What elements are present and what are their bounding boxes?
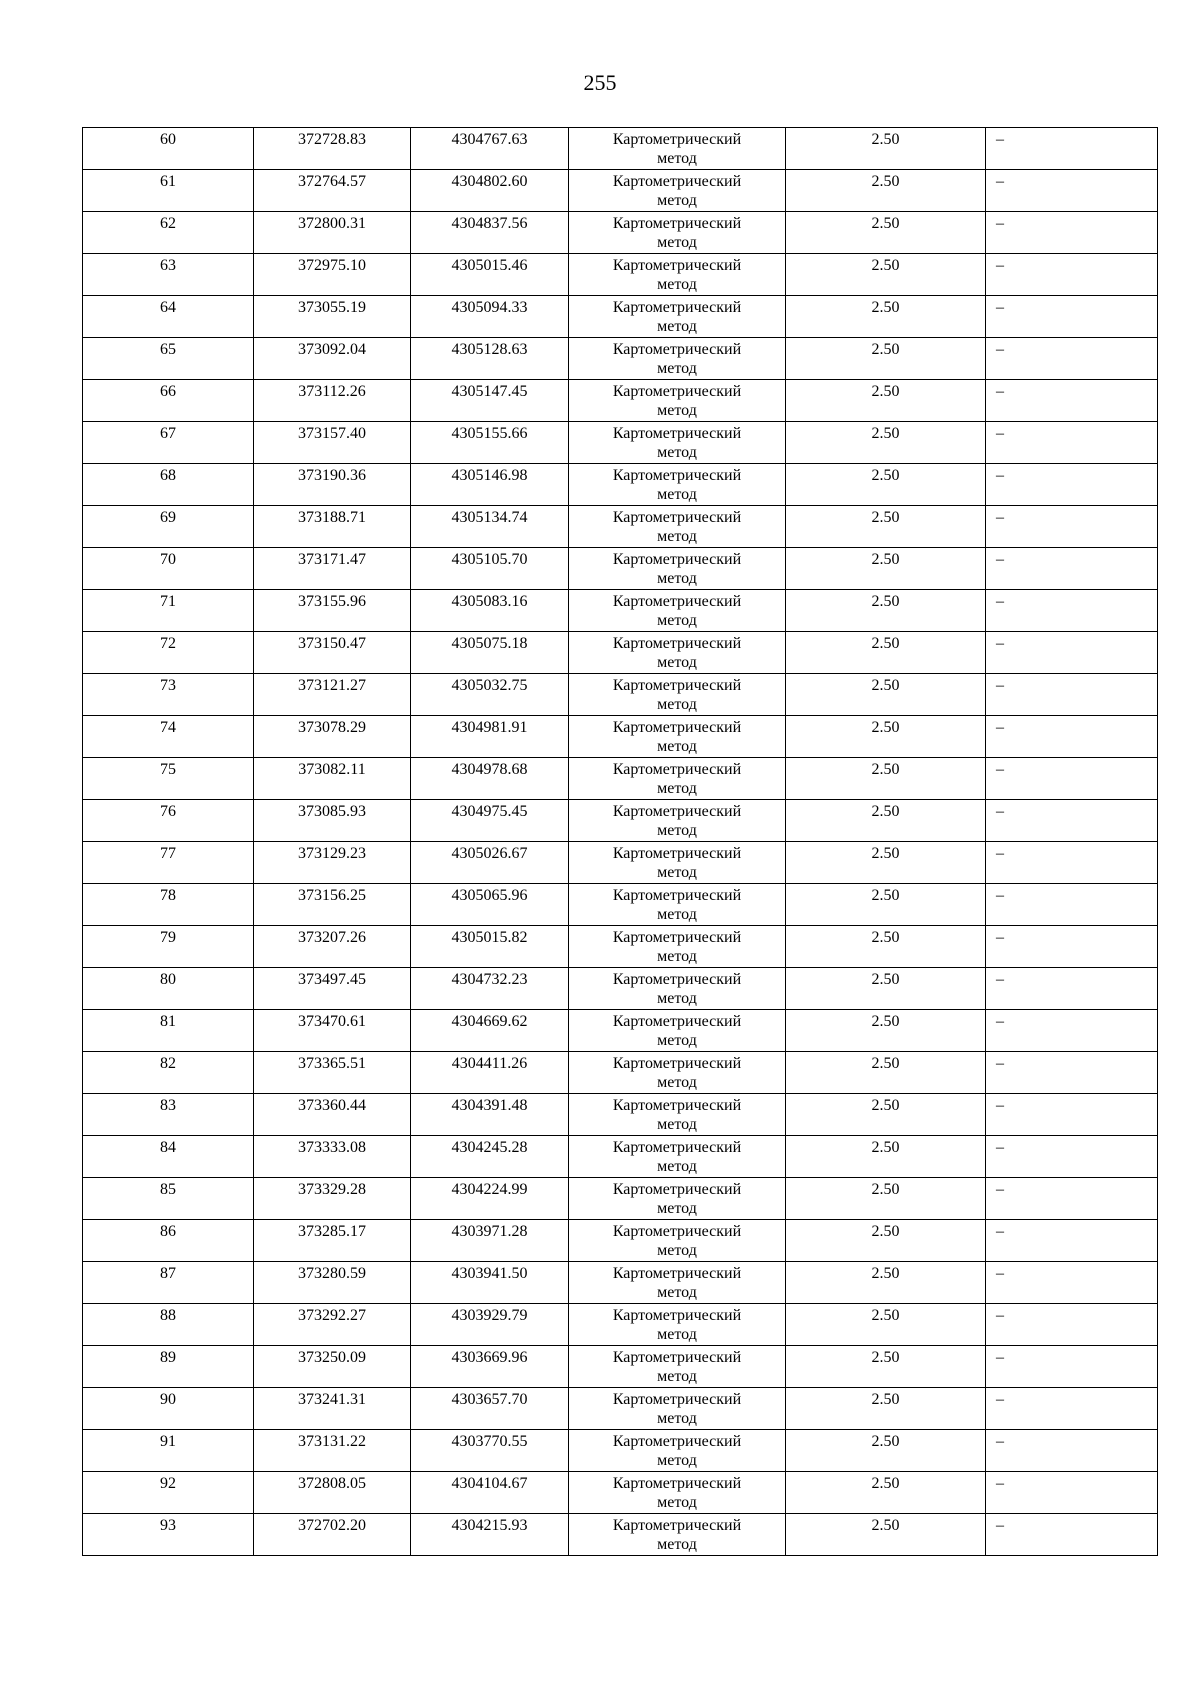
- point-number-cell: 73: [83, 674, 254, 716]
- y-coordinate-cell: 4305155.66: [411, 422, 569, 464]
- point-number-cell: 89: [83, 1346, 254, 1388]
- method-text: Картометрический метод: [612, 1517, 742, 1553]
- accuracy-cell: 2.50: [786, 1346, 986, 1388]
- y-coordinate-cell: 4305026.67: [411, 842, 569, 884]
- method-cell: [569, 1220, 786, 1262]
- method-text: Картометрический метод: [612, 929, 742, 965]
- method-cell: [569, 1052, 786, 1094]
- accuracy-cell: 2.50: [786, 590, 986, 632]
- method-cell: [569, 968, 786, 1010]
- accuracy-cell: 2.50: [786, 1472, 986, 1514]
- point-number-cell: 92: [83, 1472, 254, 1514]
- x-coordinate-cell: 373188.71: [254, 506, 411, 548]
- y-coordinate-cell: 4304802.60: [411, 170, 569, 212]
- y-coordinate-cell: 4304215.93: [411, 1514, 569, 1556]
- table-row: [83, 212, 1158, 254]
- point-number-cell: 85: [83, 1178, 254, 1220]
- table-row: [83, 128, 1158, 170]
- y-coordinate-cell: 4304104.67: [411, 1472, 569, 1514]
- x-coordinate-cell: 373078.29: [254, 716, 411, 758]
- table-row: [83, 1262, 1158, 1304]
- point-number-cell: 93: [83, 1514, 254, 1556]
- y-coordinate-cell: 4304732.23: [411, 968, 569, 1010]
- table-row: [83, 1052, 1158, 1094]
- accuracy-cell: 2.50: [786, 296, 986, 338]
- method-cell: [569, 296, 786, 338]
- accuracy-cell: 2.50: [786, 800, 986, 842]
- note-cell: –: [986, 338, 1158, 380]
- method-text: Картометрический метод: [612, 1139, 742, 1175]
- accuracy-cell: 2.50: [786, 674, 986, 716]
- method-text: Картометрический метод: [612, 635, 742, 671]
- coordinates-table-body: [83, 128, 1158, 1556]
- accuracy-cell: 2.50: [786, 884, 986, 926]
- note-cell: –: [986, 380, 1158, 422]
- note-cell: –: [986, 968, 1158, 1010]
- y-coordinate-cell: 4303929.79: [411, 1304, 569, 1346]
- point-number-cell: 63: [83, 254, 254, 296]
- note-cell: –: [986, 422, 1158, 464]
- method-cell: [569, 464, 786, 506]
- y-coordinate-cell: 4305032.75: [411, 674, 569, 716]
- table-row: [83, 1430, 1158, 1472]
- table-row: [83, 1514, 1158, 1556]
- method-cell: [569, 926, 786, 968]
- y-coordinate-cell: 4305075.18: [411, 632, 569, 674]
- accuracy-cell: 2.50: [786, 1304, 986, 1346]
- accuracy-cell: 2.50: [786, 1094, 986, 1136]
- point-number-cell: 79: [83, 926, 254, 968]
- x-coordinate-cell: 372808.05: [254, 1472, 411, 1514]
- x-coordinate-cell: 373470.61: [254, 1010, 411, 1052]
- method-cell: [569, 212, 786, 254]
- x-coordinate-cell: 373292.27: [254, 1304, 411, 1346]
- x-coordinate-cell: 373155.96: [254, 590, 411, 632]
- point-number-cell: 62: [83, 212, 254, 254]
- note-cell: –: [986, 590, 1158, 632]
- coordinates-table: [82, 127, 1158, 1556]
- method-cell: [569, 1304, 786, 1346]
- table-row: [83, 800, 1158, 842]
- method-cell: [569, 842, 786, 884]
- accuracy-cell: 2.50: [786, 1262, 986, 1304]
- accuracy-cell: 2.50: [786, 842, 986, 884]
- method-cell: [569, 170, 786, 212]
- method-cell: [569, 1010, 786, 1052]
- y-coordinate-cell: 4304669.62: [411, 1010, 569, 1052]
- method-text: Картометрический метод: [612, 1013, 742, 1049]
- y-coordinate-cell: 4305015.82: [411, 926, 569, 968]
- accuracy-cell: 2.50: [786, 926, 986, 968]
- method-cell: [569, 1388, 786, 1430]
- table-row: [83, 842, 1158, 884]
- note-cell: –: [986, 1178, 1158, 1220]
- x-coordinate-cell: 373190.36: [254, 464, 411, 506]
- table-row: [83, 1136, 1158, 1178]
- point-number-cell: 65: [83, 338, 254, 380]
- accuracy-cell: 2.50: [786, 128, 986, 170]
- point-number-cell: 75: [83, 758, 254, 800]
- accuracy-cell: 2.50: [786, 1514, 986, 1556]
- x-coordinate-cell: 372975.10: [254, 254, 411, 296]
- page-number: 255: [583, 70, 617, 95]
- table-row: [83, 1346, 1158, 1388]
- note-cell: –: [986, 254, 1158, 296]
- y-coordinate-cell: 4303657.70: [411, 1388, 569, 1430]
- table-row: [83, 1220, 1158, 1262]
- method-text: Картометрический метод: [612, 425, 742, 461]
- accuracy-cell: 2.50: [786, 1430, 986, 1472]
- method-text: Картометрический метод: [612, 1349, 742, 1385]
- point-number-cell: 80: [83, 968, 254, 1010]
- table-row: [83, 758, 1158, 800]
- y-coordinate-cell: 4304837.56: [411, 212, 569, 254]
- x-coordinate-cell: 373497.45: [254, 968, 411, 1010]
- note-cell: –: [986, 296, 1158, 338]
- method-cell: [569, 1262, 786, 1304]
- x-coordinate-cell: 372728.83: [254, 128, 411, 170]
- note-cell: –: [986, 170, 1158, 212]
- point-number-cell: 70: [83, 548, 254, 590]
- x-coordinate-cell: 373171.47: [254, 548, 411, 590]
- accuracy-cell: 2.50: [786, 506, 986, 548]
- method-text: Картометрический метод: [612, 887, 742, 923]
- method-cell: [569, 506, 786, 548]
- method-text: Картометрический метод: [612, 845, 742, 881]
- method-text: Картометрический метод: [612, 1223, 742, 1259]
- method-cell: [569, 422, 786, 464]
- note-cell: –: [986, 1010, 1158, 1052]
- x-coordinate-cell: 373280.59: [254, 1262, 411, 1304]
- accuracy-cell: 2.50: [786, 1178, 986, 1220]
- table-row: [83, 338, 1158, 380]
- method-cell: [569, 1514, 786, 1556]
- y-coordinate-cell: 4304245.28: [411, 1136, 569, 1178]
- method-cell: [569, 1178, 786, 1220]
- accuracy-cell: 2.50: [786, 212, 986, 254]
- x-coordinate-cell: 373207.26: [254, 926, 411, 968]
- table-row: [83, 548, 1158, 590]
- accuracy-cell: 2.50: [786, 254, 986, 296]
- note-cell: –: [986, 632, 1158, 674]
- point-number-cell: 88: [83, 1304, 254, 1346]
- method-text: Картометрический метод: [612, 215, 742, 251]
- method-text: Картометрический метод: [612, 383, 742, 419]
- note-cell: –: [986, 1514, 1158, 1556]
- point-number-cell: 68: [83, 464, 254, 506]
- x-coordinate-cell: 373112.26: [254, 380, 411, 422]
- y-coordinate-cell: 4305083.16: [411, 590, 569, 632]
- note-cell: –: [986, 506, 1158, 548]
- method-cell: [569, 1346, 786, 1388]
- method-text: Картометрический метод: [612, 761, 742, 797]
- x-coordinate-cell: 373129.23: [254, 842, 411, 884]
- accuracy-cell: 2.50: [786, 716, 986, 758]
- note-cell: –: [986, 464, 1158, 506]
- x-coordinate-cell: 373156.25: [254, 884, 411, 926]
- method-text: Картометрический метод: [612, 551, 742, 587]
- note-cell: –: [986, 128, 1158, 170]
- table-row: [83, 884, 1158, 926]
- x-coordinate-cell: 373329.28: [254, 1178, 411, 1220]
- y-coordinate-cell: 4303971.28: [411, 1220, 569, 1262]
- method-cell: [569, 1136, 786, 1178]
- table-row: [83, 716, 1158, 758]
- y-coordinate-cell: 4304981.91: [411, 716, 569, 758]
- x-coordinate-cell: 373250.09: [254, 1346, 411, 1388]
- accuracy-cell: 2.50: [786, 758, 986, 800]
- table-row: [83, 632, 1158, 674]
- x-coordinate-cell: 373333.08: [254, 1136, 411, 1178]
- method-cell: [569, 674, 786, 716]
- method-cell: [569, 632, 786, 674]
- table-row: [83, 1178, 1158, 1220]
- y-coordinate-cell: 4305146.98: [411, 464, 569, 506]
- table-row: [83, 1094, 1158, 1136]
- note-cell: –: [986, 842, 1158, 884]
- x-coordinate-cell: 372800.31: [254, 212, 411, 254]
- point-number-cell: 71: [83, 590, 254, 632]
- method-text: Картометрический метод: [612, 467, 742, 503]
- accuracy-cell: 2.50: [786, 380, 986, 422]
- table-row: [83, 464, 1158, 506]
- y-coordinate-cell: 4304411.26: [411, 1052, 569, 1094]
- point-number-cell: 81: [83, 1010, 254, 1052]
- note-cell: –: [986, 674, 1158, 716]
- note-cell: –: [986, 212, 1158, 254]
- accuracy-cell: 2.50: [786, 1220, 986, 1262]
- note-cell: –: [986, 884, 1158, 926]
- method-text: Картометрический метод: [612, 593, 742, 629]
- method-text: Картометрический метод: [612, 509, 742, 545]
- table-row: [83, 1010, 1158, 1052]
- method-text: Картометрический метод: [612, 677, 742, 713]
- y-coordinate-cell: 4304978.68: [411, 758, 569, 800]
- point-number-cell: 60: [83, 128, 254, 170]
- point-number-cell: 83: [83, 1094, 254, 1136]
- point-number-cell: 66: [83, 380, 254, 422]
- table-row: [83, 170, 1158, 212]
- point-number-cell: 67: [83, 422, 254, 464]
- point-number-cell: 72: [83, 632, 254, 674]
- y-coordinate-cell: 4305094.33: [411, 296, 569, 338]
- method-text: Картометрический метод: [612, 1391, 742, 1427]
- method-cell: [569, 590, 786, 632]
- note-cell: –: [986, 716, 1158, 758]
- method-cell: [569, 1430, 786, 1472]
- method-text: Картометрический метод: [612, 971, 742, 1007]
- table-row: [83, 422, 1158, 464]
- y-coordinate-cell: 4304975.45: [411, 800, 569, 842]
- point-number-cell: 77: [83, 842, 254, 884]
- method-text: Картометрический метод: [612, 719, 742, 755]
- note-cell: –: [986, 926, 1158, 968]
- x-coordinate-cell: 373082.11: [254, 758, 411, 800]
- point-number-cell: 69: [83, 506, 254, 548]
- y-coordinate-cell: 4305105.70: [411, 548, 569, 590]
- point-number-cell: 74: [83, 716, 254, 758]
- point-number-cell: 90: [83, 1388, 254, 1430]
- accuracy-cell: 2.50: [786, 1010, 986, 1052]
- method-cell: [569, 1472, 786, 1514]
- x-coordinate-cell: 373360.44: [254, 1094, 411, 1136]
- y-coordinate-cell: 4305065.96: [411, 884, 569, 926]
- table-row: [83, 1472, 1158, 1514]
- y-coordinate-cell: 4303669.96: [411, 1346, 569, 1388]
- note-cell: –: [986, 1094, 1158, 1136]
- y-coordinate-cell: 4305147.45: [411, 380, 569, 422]
- note-cell: –: [986, 800, 1158, 842]
- note-cell: –: [986, 1220, 1158, 1262]
- point-number-cell: 86: [83, 1220, 254, 1262]
- point-number-cell: 84: [83, 1136, 254, 1178]
- point-number-cell: 76: [83, 800, 254, 842]
- accuracy-cell: 2.50: [786, 1136, 986, 1178]
- method-text: Картометрический метод: [612, 131, 742, 167]
- accuracy-cell: 2.50: [786, 1052, 986, 1094]
- method-text: Картометрический метод: [612, 299, 742, 335]
- x-coordinate-cell: 373365.51: [254, 1052, 411, 1094]
- y-coordinate-cell: 4303770.55: [411, 1430, 569, 1472]
- accuracy-cell: 2.50: [786, 464, 986, 506]
- point-number-cell: 78: [83, 884, 254, 926]
- table-row: [83, 968, 1158, 1010]
- x-coordinate-cell: 373157.40: [254, 422, 411, 464]
- y-coordinate-cell: 4305134.74: [411, 506, 569, 548]
- note-cell: –: [986, 1136, 1158, 1178]
- table-row: [83, 1304, 1158, 1346]
- point-number-cell: 82: [83, 1052, 254, 1094]
- y-coordinate-cell: 4304767.63: [411, 128, 569, 170]
- note-cell: –: [986, 1304, 1158, 1346]
- x-coordinate-cell: 373241.31: [254, 1388, 411, 1430]
- method-cell: [569, 338, 786, 380]
- table-row: [83, 926, 1158, 968]
- note-cell: –: [986, 1052, 1158, 1094]
- x-coordinate-cell: 372764.57: [254, 170, 411, 212]
- x-coordinate-cell: 373055.19: [254, 296, 411, 338]
- table-row: [83, 674, 1158, 716]
- accuracy-cell: 2.50: [786, 632, 986, 674]
- table-row: [83, 296, 1158, 338]
- note-cell: –: [986, 1472, 1158, 1514]
- method-text: Картометрический метод: [612, 341, 742, 377]
- y-coordinate-cell: 4305015.46: [411, 254, 569, 296]
- x-coordinate-cell: 373131.22: [254, 1430, 411, 1472]
- y-coordinate-cell: 4304391.48: [411, 1094, 569, 1136]
- x-coordinate-cell: 373285.17: [254, 1220, 411, 1262]
- note-cell: –: [986, 1262, 1158, 1304]
- table-row: [83, 590, 1158, 632]
- note-cell: –: [986, 1388, 1158, 1430]
- x-coordinate-cell: 373085.93: [254, 800, 411, 842]
- point-number-cell: 64: [83, 296, 254, 338]
- x-coordinate-cell: 372702.20: [254, 1514, 411, 1556]
- method-text: Картометрический метод: [612, 1055, 742, 1091]
- accuracy-cell: 2.50: [786, 548, 986, 590]
- method-text: Картометрический метод: [612, 1181, 742, 1217]
- method-text: Картометрический метод: [612, 1475, 742, 1511]
- accuracy-cell: 2.50: [786, 1388, 986, 1430]
- method-cell: [569, 1094, 786, 1136]
- x-coordinate-cell: 373121.27: [254, 674, 411, 716]
- accuracy-cell: 2.50: [786, 968, 986, 1010]
- method-text: Картометрический метод: [612, 1433, 742, 1469]
- accuracy-cell: 2.50: [786, 422, 986, 464]
- point-number-cell: 87: [83, 1262, 254, 1304]
- accuracy-cell: 2.50: [786, 338, 986, 380]
- method-text: Картометрический метод: [612, 257, 742, 293]
- method-text: Картометрический метод: [612, 803, 742, 839]
- y-coordinate-cell: 4305128.63: [411, 338, 569, 380]
- x-coordinate-cell: 373092.04: [254, 338, 411, 380]
- point-number-cell: 61: [83, 170, 254, 212]
- method-cell: [569, 254, 786, 296]
- y-coordinate-cell: 4303941.50: [411, 1262, 569, 1304]
- method-text: Картометрический метод: [612, 1265, 742, 1301]
- table-row: [83, 1388, 1158, 1430]
- method-text: Картометрический метод: [612, 173, 742, 209]
- method-cell: [569, 716, 786, 758]
- method-text: Картометрический метод: [612, 1307, 742, 1343]
- method-cell: [569, 800, 786, 842]
- method-cell: [569, 128, 786, 170]
- y-coordinate-cell: 4304224.99: [411, 1178, 569, 1220]
- note-cell: –: [986, 758, 1158, 800]
- method-cell: [569, 380, 786, 422]
- note-cell: –: [986, 548, 1158, 590]
- note-cell: –: [986, 1430, 1158, 1472]
- method-cell: [569, 548, 786, 590]
- table-row: [83, 254, 1158, 296]
- table-row: [83, 380, 1158, 422]
- x-coordinate-cell: 373150.47: [254, 632, 411, 674]
- note-cell: –: [986, 1346, 1158, 1388]
- point-number-cell: 91: [83, 1430, 254, 1472]
- method-cell: [569, 884, 786, 926]
- table-row: [83, 506, 1158, 548]
- method-cell: [569, 758, 786, 800]
- method-text: Картометрический метод: [612, 1097, 742, 1133]
- accuracy-cell: 2.50: [786, 170, 986, 212]
